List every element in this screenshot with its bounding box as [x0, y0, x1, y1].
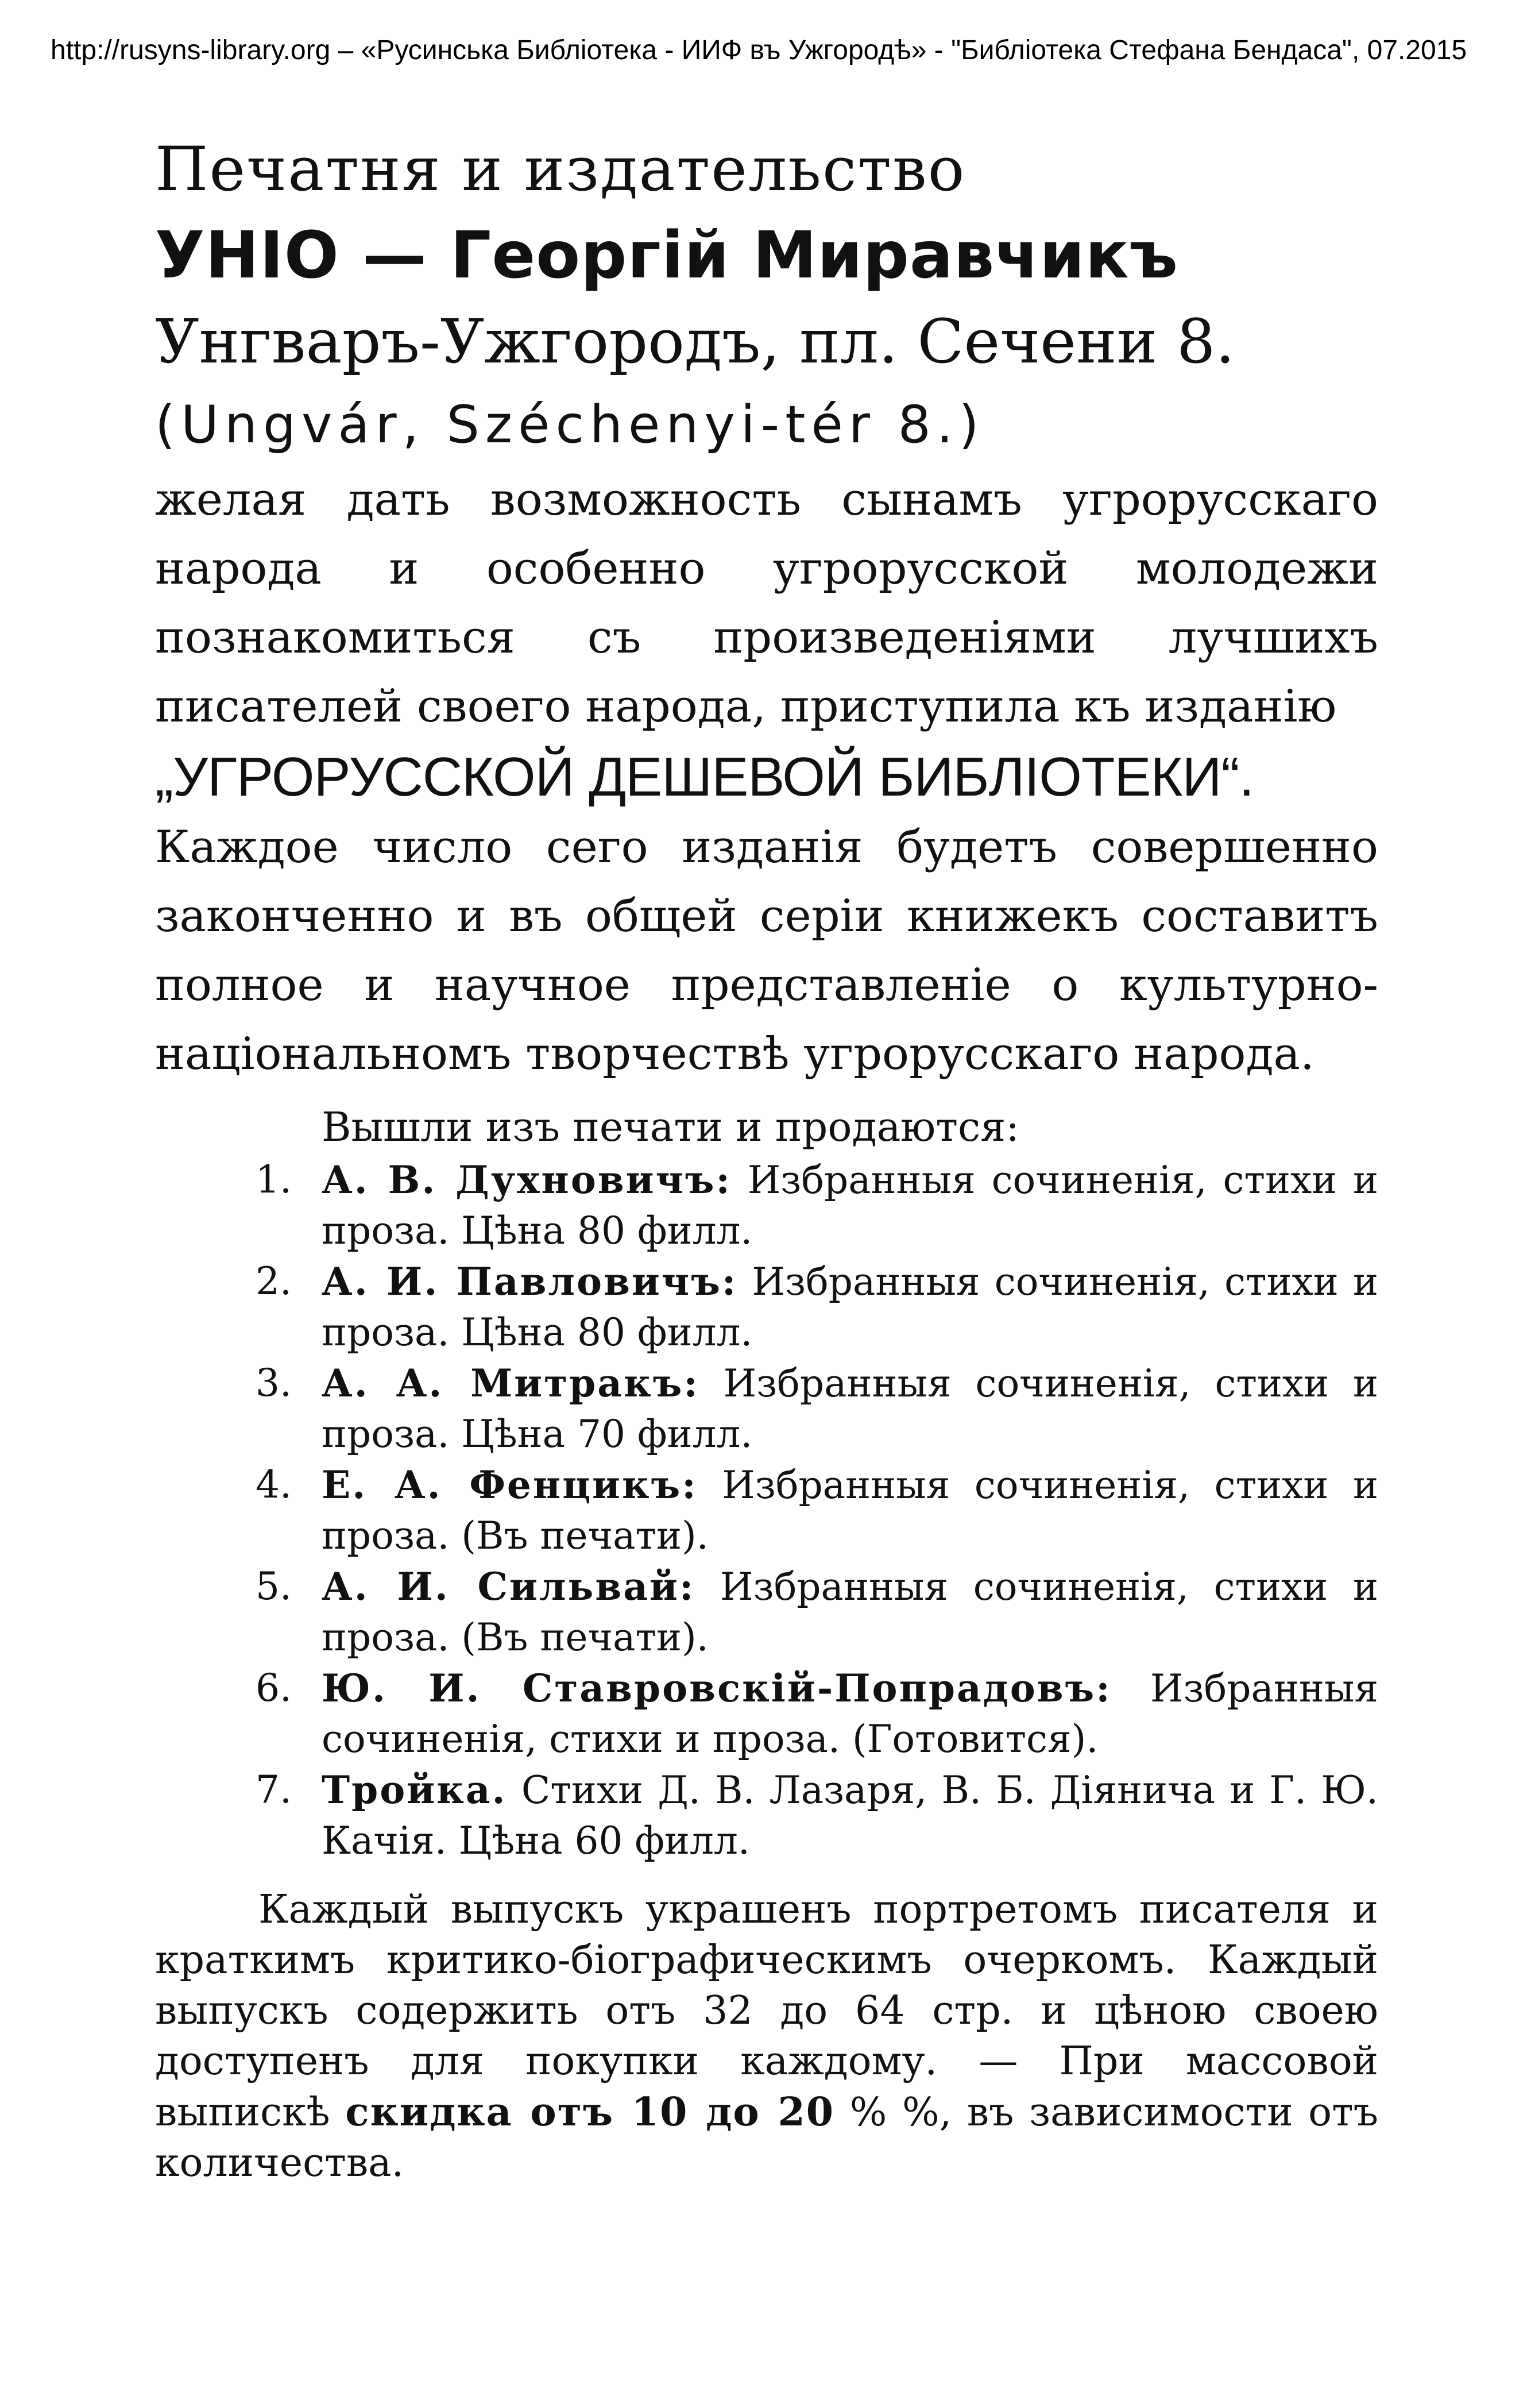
item-author: А. И. Павловичъ: [322, 1259, 738, 1304]
item-number: 5. [256, 1564, 292, 1608]
item-text: Избранныя сочиненія, стихи и проза. Цѣна 70 филл. [322, 1361, 1378, 1456]
list-item [155, 1256, 1378, 1358]
item-author: Тройка. [322, 1768, 507, 1812]
item-author: Ю. И. Ставровскій-Попрадовъ: [322, 1666, 1112, 1711]
percent-sign: % [902, 2090, 940, 2135]
discount-text: скидка отъ 10 до 20 [345, 2089, 835, 2135]
item-text: Стихи Д. В. Лазаря, В. Б. Діянича и Г. Ю. Качія. Цѣна 60 филл. [322, 1768, 1378, 1863]
series-title: „УГРОРУССКОЙ ДЕШЕВОЙ БИБЛІОТЕКИ“. [155, 746, 1254, 808]
publisher-heading: Печатня и издательство [155, 134, 966, 204]
item-author: Е. А. Фенцикъ: [322, 1462, 698, 1507]
list-item [155, 1765, 1378, 1866]
publisher-address: Унгваръ-Ужгородъ, пл. Сечени 8. [155, 306, 1235, 377]
item-number: 7. [256, 1768, 292, 1812]
publisher-name: УНІО — Георгій Миравчикъ [155, 218, 1178, 293]
percent-sign: % [849, 2090, 887, 2135]
item-text: Избранныя сочиненія, стихи и проза. (Готовится). [322, 1666, 1378, 1761]
item-author: А. В. Духновичъ: [322, 1157, 732, 1202]
item-number: 6. [256, 1666, 292, 1710]
item-text: Избранныя сочиненія, стихи и проза. (Въ печати). [322, 1463, 1378, 1558]
book-list [155, 1155, 1378, 1866]
list-item [155, 1155, 1378, 1256]
item-text: Избранныя сочиненія, стихи и проза. (Въ печати). [322, 1565, 1378, 1660]
list-heading: Вышли изъ печати и продаются: [322, 1103, 1019, 1151]
list-item [155, 1561, 1378, 1663]
closing-text-end: , въ зависимости отъ количества. [155, 2090, 1378, 2186]
item-number: 4. [256, 1462, 292, 1507]
item-number: 3. [256, 1361, 292, 1405]
item-text: Избранныя сочиненія, стихи и проза. Цѣна 80 филл. [322, 1260, 1378, 1354]
item-number: 2. [256, 1259, 292, 1303]
source-url-line: http://rusyns-library.org – «Русинська Библіотека - ИИФ въ Ужгородѣ» - "Библіотека Стефана Бендаса", 07.2015 [51, 35, 1467, 65]
closing-paragraph [155, 1885, 1378, 2189]
list-item [155, 1663, 1378, 1765]
item-author: А. И. Сильвай: [322, 1564, 695, 1609]
closing-text: Каждый выпускъ украшенъ портретомъ писателя и краткимъ критико-біографическимъ очеркомъ. Каждый выпускъ содержить отъ 32 до 64 стр. и цѣною своею доступенъ для покупки каждому. — При массовой выпискѣ [155, 1887, 1378, 2135]
list-item [155, 1358, 1378, 1460]
item-number: 1. [256, 1157, 292, 1202]
intro-paragraph: желая дать возможность сынамъ угрорусскаго народа и особенно угрорусской молодежи познакомиться съ произведеніями лучшихъ писателей своего народа, приступила къ изданію [155, 474, 1378, 732]
list-item [155, 1460, 1378, 1561]
item-author: А. А. Митракъ: [322, 1361, 699, 1406]
publisher-address-latin: (Ungvár, Széchenyi-tér 8.) [155, 395, 985, 455]
description-paragraph: Каждое число сего изданія будетъ совершенно законченно и въ общей серіи книжекъ составитъ полное и научное представленіе о культурно-національномъ творчествѣ угрорусскаго народа. [155, 821, 1378, 1080]
advertisement-page [155, 126, 1378, 2189]
item-text: Избранныя сочиненія, стихи и проза. Цѣна 80 филл. [322, 1158, 1378, 1253]
